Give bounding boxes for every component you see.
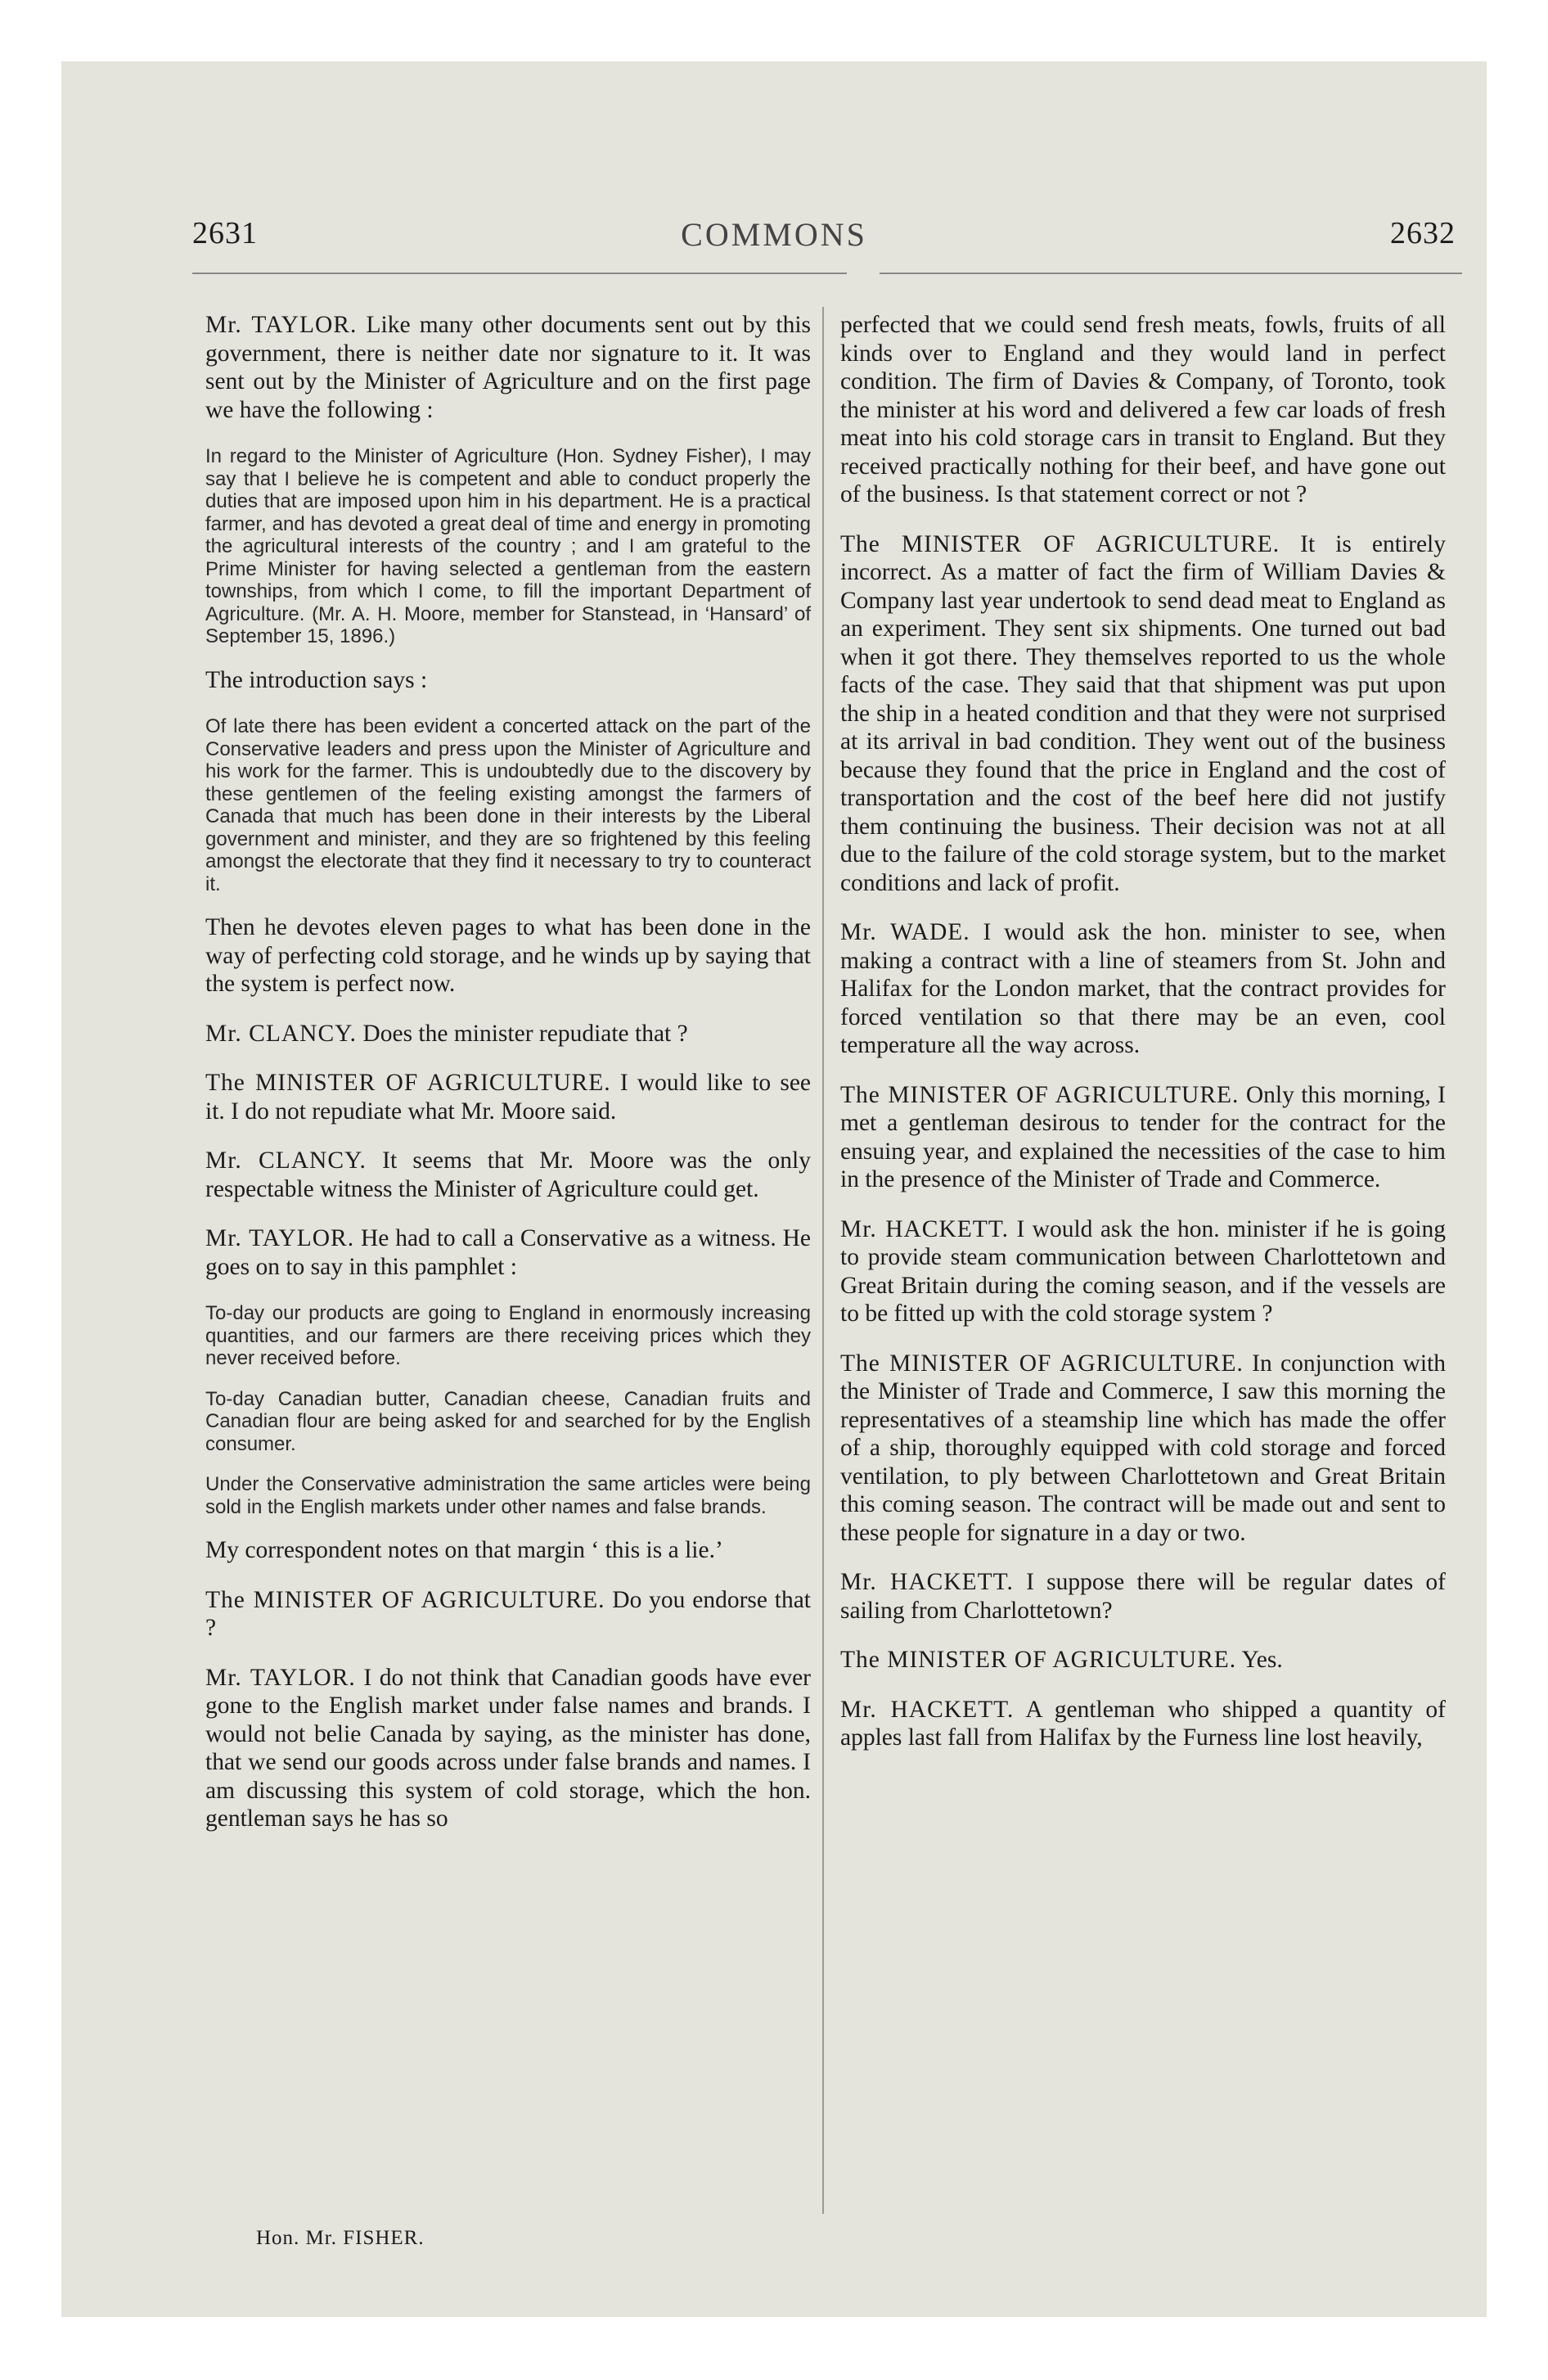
speaker-name: The MINISTER OF AGRICULTURE. [840, 530, 1280, 557]
speaker-name: Mr. TAYLOR. [205, 312, 358, 338]
speaker-name: Mr. HACKETT. [840, 1569, 1014, 1595]
paragraph-text: Under the Conservative administration the same articles were being sold in the English markets under other names and false brands. [205, 1473, 811, 1518]
speech-paragraph [840, 1081, 1446, 1194]
speech-paragraph [205, 1664, 811, 1833]
header-rule-left [192, 273, 847, 274]
paragraph-text: In conjunction with the Minister of Trade and Commerce, I saw this morning the representatives of a steamship line which has made the offer of a ship, thoroughly equipped with cold storage and forced ventilation, to ply between Charlottetown and Great Britain this coming season. The contract will be made out and sent to these people for signature in a day or two. [840, 1350, 1447, 1546]
header-rule-right [880, 273, 1462, 274]
left-column [205, 311, 811, 1855]
quoted-passage [205, 445, 811, 648]
page-title: COMMONS [681, 216, 867, 253]
speech-paragraph [840, 530, 1446, 898]
speech-paragraph [840, 1696, 1446, 1752]
speech-paragraph [205, 1536, 811, 1565]
speech-paragraph [840, 918, 1446, 1060]
speaker-name: Mr. WADE. [840, 919, 970, 945]
paragraph-text: Do you endorse that ? [205, 1586, 812, 1641]
quoted-passage [205, 1388, 811, 1456]
page-footer: Hon. Mr. FISHER. [256, 2227, 425, 2249]
paragraph-text: Like many other documents sent out by this government, there is neither date nor signature to it. It was sent out by the Minister of Agriculture and on the first page we have the following : [205, 312, 811, 423]
speaker-name: The MINISTER OF AGRICULTURE. [840, 1350, 1244, 1377]
speaker-name: Mr. HACKETT. [840, 1696, 1015, 1723]
speaker-name: Mr. HACKETT. [840, 1215, 1010, 1242]
paragraph-text: My correspondent notes on that margin ‘ this is a lie.’ [205, 1537, 723, 1563]
paragraph-text: He had to call a Conservative as a witness. He goes on to say in this pamphlet : [205, 1225, 812, 1280]
paragraph-text: Only this morning, I met a gentleman desirous to tender for the contract for the ensuing year, and explained the necessities of the case to him in the presence of the Minister of Trade and Commerce. [840, 1081, 1446, 1192]
paragraph-text: The introduction says : [205, 666, 428, 693]
paragraph-text: I would ask the hon. minister if he is going to provide steam communication between Charlottetown and Great Britain during the coming season, and if the vessels are to be fitted up with the cold storage system ? [840, 1215, 1447, 1327]
speech-paragraph [840, 1350, 1446, 1548]
speech-paragraph [840, 311, 1446, 509]
right-page-number: 2632 [1390, 216, 1456, 250]
quoted-passage [205, 1302, 811, 1370]
speech-paragraph [205, 311, 811, 424]
paragraph-text: I would like to see it. I do not repudiate what Mr. Moore said. [205, 1070, 812, 1125]
speech-paragraph [205, 666, 811, 695]
speaker-name: Mr. TAYLOR. [205, 1225, 355, 1251]
speaker-name: Mr. CLANCY. [205, 1020, 358, 1047]
speaker-name: The MINISTER OF AGRICULTURE. [840, 1647, 1237, 1673]
paragraph-text: Does the minister repudiate that ? [362, 1020, 688, 1047]
speech-paragraph [205, 1224, 811, 1281]
speech-paragraph [205, 1586, 811, 1643]
scanned-page [61, 61, 1487, 2317]
paragraph-text: I do not think that Canadian goods have ever gone to the English market under false names and brands. I would not belie Canada by saying, as the minister has done, that we send our goods across under false brands and names. I am discussing this system of cold storage, which the hon. gentleman says he has so [205, 1664, 812, 1832]
paragraph-text: To-day our products are going to England in enormously increasing quantities, and our farmers are there receiving prices which they never received before. [205, 1302, 811, 1369]
column-divider [822, 307, 824, 2214]
quoted-passage [205, 715, 811, 895]
paragraph-text: In regard to the Minister of Agriculture (Hon. Sydney Fisher), I may say that I believe he is competent and able to conduct properly the duties that are imposed upon him in his department. He is a practical farmer, and has devoted a great deal of time and energy in promoting the agricultural interests of the country ; and I am grateful to the Prime Minister for having selected a gentleman from the eastern townships, from which I come, to fill the important Department of Agriculture. (Mr. A. H. Moore, member for Stanstead, in ‘Hansard’ of September 15, 1896.) [205, 445, 811, 647]
speech-paragraph [205, 1069, 811, 1125]
speaker-name: The MINISTER OF AGRICULTURE. [205, 1070, 611, 1096]
paragraph-text: It seems that Mr. Moore was the only respectable witness the Minister of Agriculture could get. [205, 1147, 811, 1202]
speaker-name: Mr. TAYLOR. [205, 1664, 356, 1691]
paragraph-text: Yes. [1241, 1647, 1283, 1673]
left-page-number: 2631 [192, 216, 258, 250]
paragraph-text: To-day Canadian butter, Canadian cheese, Canadian fruits and Canadian flour are being asked for and searched for by the English consumer. [205, 1387, 811, 1455]
speech-paragraph [205, 1147, 811, 1203]
paragraph-text: It is entirely incorrect. As a matter of fact the firm of William Davies & Company last year undertook to send dead meat to England as an experiment. They sent six shipments. One turned out bad when it got there. They themselves reported to us the whole facts of the case. They said that that shipment was put upon the ship in a heated condition and that they were not surprised at its arrival in bad condition. They went out of the business because they found that the price in England and the cost of transportation and the cost of the beef here did not justify them continuing the business. Their decision was not at all due to the failure of the cold storage system, but to the market conditions and lack of profit. [840, 530, 1447, 896]
speaker-name: Mr. CLANCY. [205, 1147, 367, 1174]
paragraph-text: perfected that we could send fresh meats, fowls, fruits of all kinds over to England and they would land in perfect condition. The firm of Davies & Company, of Toronto, took the minister at his word and delivered a few car loads of fresh meat into his cold storage cars in transit to England. But they received practically nothing for their beef, and have gone out of the business. Is that statement correct or not ? [840, 312, 1446, 507]
speech-paragraph [840, 1215, 1446, 1328]
speech-paragraph [840, 1646, 1446, 1675]
paragraph-text: Of late there has been evident a concerted attack on the part of the Conservative leaders and press upon the Minister of Agriculture and his work for the farmer. This is undoubtedly due to the discovery by these gentlemen of the feeling existing amongst the farmers of Canada that much has been done in their interests by the Liberal government and minister, and they are so frightened by this feeling amongst the electorate that they find it necessary to try to counteract it. [205, 715, 811, 895]
speech-paragraph [840, 1568, 1446, 1625]
speaker-name: The MINISTER OF AGRICULTURE. [840, 1081, 1240, 1108]
paragraph-text: A gentleman who shipped a quantity of apples last fall from Halifax by the Furness line lost heavily, [840, 1696, 1446, 1751]
paragraph-text: I suppose there will be regular dates of sailing from Charlottetown? [840, 1569, 1447, 1624]
speech-paragraph [205, 1020, 811, 1048]
paragraph-text: Then he devotes eleven pages to what has been done in the way of perfecting cold storage, and he winds up by saying that the system is perfect now. [205, 914, 811, 997]
paragraph-text: I would ask the hon. minister to see, when making a contract with a line of steamers from St. John and Halifax for the London market, that the contract provides for forced ventilation so that there may be an even, cool temperature all the way across. [840, 919, 1446, 1058]
quoted-passage [205, 1473, 811, 1518]
speech-paragraph [205, 913, 811, 998]
speaker-name: The MINISTER OF AGRICULTURE. [205, 1586, 605, 1613]
right-column [840, 311, 1446, 1774]
